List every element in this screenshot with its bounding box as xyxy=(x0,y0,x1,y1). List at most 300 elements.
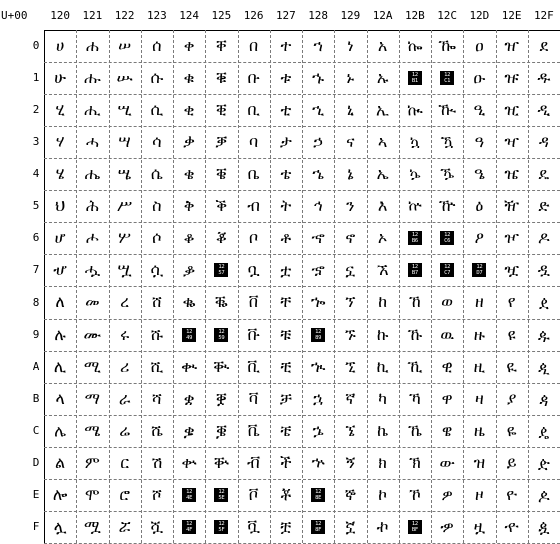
glyph-cell xyxy=(367,94,399,126)
glyph-cell xyxy=(399,415,431,447)
glyph: ዷ xyxy=(537,260,550,280)
glyph-cell xyxy=(173,222,205,254)
glyph: ዒ xyxy=(473,100,486,120)
glyph-cell xyxy=(109,415,141,447)
glyph-cell xyxy=(399,383,431,415)
glyph-cell xyxy=(44,351,76,383)
glyph: ኲ xyxy=(406,100,423,120)
glyph: ሖ xyxy=(86,228,99,248)
glyph: ዦ xyxy=(504,228,519,248)
missing-glyph-box: 12 BF xyxy=(408,520,422,534)
glyph: ቲ xyxy=(280,100,292,120)
column-header: 12F xyxy=(533,9,554,22)
row-header: E xyxy=(32,487,40,501)
glyph-cell xyxy=(141,254,173,286)
unassigned-codepoint-cell xyxy=(399,222,431,254)
glyph: ቆ xyxy=(183,228,195,248)
glyph-cell xyxy=(173,447,205,479)
glyph: ሪ xyxy=(119,356,130,376)
glyph: ቐ xyxy=(215,36,227,56)
glyph: ቪ xyxy=(247,356,261,376)
glyph: ሀ xyxy=(55,36,65,56)
glyph: ሻ xyxy=(151,388,162,408)
glyph-cell xyxy=(334,190,366,222)
glyph-cell xyxy=(44,319,76,351)
row-header: 5 xyxy=(32,199,40,213)
glyph-cell xyxy=(205,158,237,190)
column-header: 12D xyxy=(469,9,490,22)
glyph: ሬ xyxy=(119,420,131,440)
glyph-cell xyxy=(141,158,173,190)
column-header: 129 xyxy=(340,9,361,22)
glyph-cell xyxy=(334,158,366,190)
glyph-cell xyxy=(334,94,366,126)
glyph: ኞ xyxy=(344,484,356,504)
glyph: ኵ xyxy=(407,196,422,216)
glyph-cell xyxy=(109,222,141,254)
row-header: F xyxy=(32,519,40,533)
glyph-cell xyxy=(205,286,237,318)
glyph: ቁ xyxy=(183,68,195,88)
unassigned-codepoint-cell xyxy=(205,319,237,351)
glyph-cell xyxy=(44,158,76,190)
glyph-cell xyxy=(173,254,205,286)
glyph: ቾ xyxy=(280,484,292,504)
glyph: ቹ xyxy=(280,324,292,344)
codepoint-prefix-label: U+00 xyxy=(1,9,28,22)
glyph-cell xyxy=(496,190,528,222)
glyph-cell xyxy=(431,415,463,447)
glyph-cell xyxy=(302,447,334,479)
glyph-cell xyxy=(334,254,366,286)
glyph-cell xyxy=(109,383,141,415)
glyph: ሷ xyxy=(150,260,164,280)
glyph-cell xyxy=(399,94,431,126)
glyph-cell xyxy=(431,94,463,126)
glyph-cell xyxy=(238,447,270,479)
glyph-cell xyxy=(496,126,528,158)
glyph: ሣ xyxy=(118,132,131,152)
glyph-cell xyxy=(205,62,237,94)
missing-glyph-box: 12 4E xyxy=(182,488,196,502)
glyph: ባ xyxy=(249,132,259,152)
glyph-cell xyxy=(141,415,173,447)
glyph: ዝ xyxy=(473,452,486,472)
glyph: ዜ xyxy=(473,420,485,440)
glyph: ክ xyxy=(378,452,387,472)
glyph-cell xyxy=(302,158,334,190)
glyph: ቖ xyxy=(215,228,227,248)
glyph: ላ xyxy=(55,388,65,408)
glyph: ኔ xyxy=(347,164,354,184)
glyph-cell xyxy=(399,351,431,383)
glyph-cell xyxy=(238,319,270,351)
glyph-cell xyxy=(463,158,495,190)
glyph: ቦ xyxy=(249,228,259,248)
glyph: ያ xyxy=(506,388,517,408)
missing-glyph-box: 12 8F xyxy=(311,520,325,534)
glyph: ብ xyxy=(247,196,260,216)
glyph-cell xyxy=(238,62,270,94)
glyph-cell xyxy=(431,319,463,351)
glyph-cell xyxy=(431,351,463,383)
glyph: ዠ xyxy=(504,36,519,56)
glyph-cell xyxy=(431,383,463,415)
glyph-cell xyxy=(334,415,366,447)
glyph-cell xyxy=(431,511,463,543)
unassigned-codepoint-cell xyxy=(302,479,334,511)
glyph-cell xyxy=(141,190,173,222)
glyph: ይ xyxy=(506,452,517,472)
glyph: ኮ xyxy=(378,484,388,504)
glyph: ሒ xyxy=(84,100,101,120)
glyph: ሯ xyxy=(118,516,131,536)
glyph: ኦ xyxy=(377,228,388,248)
glyph: ኁ xyxy=(312,68,325,88)
glyph: ሲ xyxy=(150,100,164,120)
glyph: ቄ xyxy=(183,164,195,184)
glyph: ኈ xyxy=(310,292,326,312)
glyph: ሌ xyxy=(54,420,67,440)
glyph-cell xyxy=(431,286,463,318)
glyph: ዹ xyxy=(537,324,550,344)
glyph-cell xyxy=(238,158,270,190)
glyph: ው xyxy=(439,452,455,472)
glyph: ሶ xyxy=(152,228,162,248)
glyph-cell xyxy=(76,222,108,254)
glyph-cell xyxy=(496,158,528,190)
glyph: ሴ xyxy=(150,164,163,184)
glyph: ሓ xyxy=(85,132,99,152)
glyph-cell xyxy=(334,351,366,383)
glyph-cell xyxy=(44,511,76,543)
glyph: ሩ xyxy=(120,324,130,344)
unassigned-codepoint-cell xyxy=(431,62,463,94)
glyph: ዬ xyxy=(506,420,517,440)
glyph: ሦ xyxy=(118,228,131,248)
glyph: ኛ xyxy=(345,388,356,408)
glyph-cell xyxy=(399,190,431,222)
glyph: ቘ xyxy=(214,292,228,312)
glyph: ታ xyxy=(279,132,292,152)
glyph: ቀ xyxy=(183,36,195,56)
glyph: ዌ xyxy=(441,420,453,440)
glyph-cell xyxy=(173,190,205,222)
glyph-cell xyxy=(334,319,366,351)
missing-glyph-box: 12 57 xyxy=(214,263,228,277)
column-header: 12E xyxy=(501,9,522,22)
glyph-cell xyxy=(528,319,560,351)
glyph: ለ xyxy=(55,292,65,312)
glyph-cell xyxy=(76,190,108,222)
missing-glyph-box: 12 B1 xyxy=(408,71,422,85)
glyph-cell xyxy=(141,319,173,351)
glyph: ን xyxy=(346,196,355,216)
glyph-cell xyxy=(528,479,560,511)
glyph: ቋ xyxy=(183,388,195,408)
glyph-cell xyxy=(44,222,76,254)
glyph-cell xyxy=(431,190,463,222)
glyph: ኙ xyxy=(344,324,356,344)
glyph: ዓ xyxy=(474,132,485,152)
glyph: ስ xyxy=(152,196,162,216)
glyph-cell xyxy=(528,222,560,254)
glyph: ሞ xyxy=(85,484,100,504)
glyph: ሊ xyxy=(53,356,67,376)
glyph-cell xyxy=(463,447,495,479)
glyph: ኪ xyxy=(376,356,389,376)
glyph: ዲ xyxy=(537,100,551,120)
glyph-cell xyxy=(173,30,205,62)
glyph: ኋ xyxy=(313,388,324,408)
glyph: ኤ xyxy=(376,164,389,184)
glyph: ኇ xyxy=(311,260,325,280)
glyph: ዢ xyxy=(504,100,519,120)
glyph: ኳ xyxy=(409,132,421,152)
glyph-cell xyxy=(238,286,270,318)
glyph: ዎ xyxy=(441,484,453,504)
glyph: አ xyxy=(377,36,388,56)
glyph-cell xyxy=(334,62,366,94)
glyph: ኄ xyxy=(312,164,324,184)
glyph: ሰ xyxy=(152,36,162,56)
unassigned-codepoint-cell xyxy=(463,254,495,286)
glyph: ቃ xyxy=(183,132,195,152)
glyph-cell xyxy=(270,351,302,383)
glyph-cell xyxy=(302,62,334,94)
glyph-cell xyxy=(496,286,528,318)
glyph: ኆ xyxy=(311,228,325,248)
glyph-cell xyxy=(367,126,399,158)
glyph-cell xyxy=(334,30,366,62)
glyph-cell xyxy=(399,158,431,190)
row-header: 1 xyxy=(32,71,40,85)
glyph-cell xyxy=(463,351,495,383)
row-header: 2 xyxy=(32,103,40,117)
glyph: ቑ xyxy=(215,68,227,88)
glyph-cell xyxy=(76,254,108,286)
glyph: ኼ xyxy=(407,420,422,440)
glyph: ሕ xyxy=(85,196,99,216)
glyph-cell xyxy=(496,447,528,479)
glyph-cell xyxy=(270,126,302,158)
glyph-cell xyxy=(109,94,141,126)
glyph: ሄ xyxy=(55,164,65,184)
glyph: ቊ xyxy=(181,356,198,376)
glyph: ቕ xyxy=(215,196,228,216)
glyph-cell xyxy=(238,351,270,383)
glyph: ሇ xyxy=(53,260,67,280)
glyph: ኀ xyxy=(313,36,323,56)
column-header: 126 xyxy=(243,9,264,22)
glyph-cell xyxy=(109,254,141,286)
glyph-cell xyxy=(141,447,173,479)
glyph: እ xyxy=(377,196,388,216)
glyph: ኖ xyxy=(345,228,356,248)
glyph: ሧ xyxy=(117,260,132,280)
glyph: ሉ xyxy=(54,324,66,344)
glyph: ቬ xyxy=(247,420,260,440)
glyph: ቱ xyxy=(280,68,292,88)
glyph: ካ xyxy=(378,388,387,408)
glyph: ሳ xyxy=(152,132,162,152)
glyph: ኢ xyxy=(376,100,390,120)
glyph: ሽ xyxy=(151,452,163,472)
glyph: ዺ xyxy=(538,356,550,376)
unassigned-codepoint-cell xyxy=(205,511,237,543)
glyph-cell xyxy=(528,254,560,286)
glyph: ኟ xyxy=(345,516,356,536)
glyph: ቛ xyxy=(215,388,227,408)
glyph-cell xyxy=(463,415,495,447)
column-header: 124 xyxy=(179,9,200,22)
glyph-cell xyxy=(334,383,366,415)
glyph-cell xyxy=(496,383,528,415)
glyph-cell xyxy=(367,254,399,286)
glyph: ዉ xyxy=(440,324,455,344)
glyph-cell xyxy=(399,447,431,479)
glyph-cell xyxy=(44,254,76,286)
glyph: ኒ xyxy=(346,100,354,120)
glyph: ሺ xyxy=(150,356,164,376)
glyph: ቤ xyxy=(247,164,260,184)
glyph-cell xyxy=(367,351,399,383)
glyph-cell xyxy=(173,286,205,318)
glyph-cell xyxy=(367,286,399,318)
glyph: ሼ xyxy=(150,420,163,440)
glyph-cell xyxy=(367,319,399,351)
glyph-cell xyxy=(367,30,399,62)
glyph: ዄ xyxy=(440,164,455,184)
glyph-cell xyxy=(270,94,302,126)
glyph: ሙ xyxy=(83,324,102,344)
glyph: ዥ xyxy=(504,196,520,216)
glyph-cell xyxy=(141,351,173,383)
glyph: ቩ xyxy=(247,324,260,344)
glyph-cell xyxy=(528,447,560,479)
glyph-cell xyxy=(141,383,173,415)
glyph-cell xyxy=(302,351,334,383)
glyph-cell xyxy=(205,126,237,158)
glyph: ኹ xyxy=(407,324,423,344)
glyph-cell xyxy=(367,158,399,190)
glyph: ኝ xyxy=(345,452,356,472)
glyph: ዼ xyxy=(538,420,550,440)
glyph: ኰ xyxy=(407,36,423,56)
glyph: ዙ xyxy=(473,324,485,344)
glyph-cell xyxy=(463,479,495,511)
glyph-cell xyxy=(399,30,431,62)
glyph-cell xyxy=(463,511,495,543)
glyph-cell xyxy=(334,286,366,318)
glyph-cell xyxy=(367,222,399,254)
glyph-cell xyxy=(109,286,141,318)
row-header: 9 xyxy=(32,327,40,341)
row-header: C xyxy=(32,423,40,437)
glyph: ሏ xyxy=(53,516,67,536)
glyph: መ xyxy=(85,292,100,312)
glyph: ሃ xyxy=(55,132,65,152)
glyph: ዤ xyxy=(504,164,519,184)
glyph-cell xyxy=(334,126,366,158)
glyph-cell xyxy=(270,158,302,190)
glyph: ሡ xyxy=(116,68,133,88)
glyph-cell xyxy=(334,479,366,511)
glyph-cell xyxy=(334,447,366,479)
glyph-cell xyxy=(205,190,237,222)
glyph-cell xyxy=(205,222,237,254)
glyph: ዩ xyxy=(507,324,516,344)
glyph: ዛ xyxy=(475,388,484,408)
row-header: A xyxy=(32,359,40,373)
glyph: በ xyxy=(249,36,259,56)
glyph-cell xyxy=(270,383,302,415)
glyph: ሆ xyxy=(54,228,66,248)
glyph-cell xyxy=(141,286,173,318)
glyph-cell xyxy=(463,222,495,254)
glyph-cell xyxy=(205,94,237,126)
glyph-cell xyxy=(302,415,334,447)
glyph: ቭ xyxy=(246,452,261,472)
unassigned-codepoint-cell xyxy=(205,254,237,286)
glyph-cell xyxy=(238,383,270,415)
glyph-cell xyxy=(141,126,173,158)
glyph: ቌ xyxy=(183,420,195,440)
glyph: ሐ xyxy=(85,36,99,56)
glyph-cell xyxy=(528,62,560,94)
glyph: ዾ xyxy=(538,484,550,504)
glyph: ዟ xyxy=(473,516,486,536)
glyph-cell xyxy=(463,30,495,62)
glyph: ሁ xyxy=(54,68,67,88)
glyph-cell xyxy=(270,62,302,94)
glyph: ል xyxy=(55,452,66,472)
glyph-cell xyxy=(44,286,76,318)
glyph: ኬ xyxy=(377,420,389,440)
glyph: ዏ xyxy=(440,516,454,536)
row-header: 7 xyxy=(32,263,40,277)
glyph-cell xyxy=(238,222,270,254)
glyph: ቯ xyxy=(247,516,260,536)
glyph-cell xyxy=(76,286,108,318)
glyph-cell xyxy=(431,30,463,62)
glyph-cell xyxy=(109,447,141,479)
glyph: ኾ xyxy=(409,484,421,504)
glyph: ማ xyxy=(84,388,101,408)
glyph: ዶ xyxy=(538,228,550,248)
glyph: ዯ xyxy=(504,516,519,536)
glyph-cell xyxy=(109,479,141,511)
glyph-cell xyxy=(496,62,528,94)
glyph: ኣ xyxy=(377,132,388,152)
glyph: ድ xyxy=(538,196,550,216)
glyph-cell xyxy=(44,94,76,126)
glyph: ቓ xyxy=(215,132,228,152)
column-header: 12A xyxy=(372,9,393,22)
glyph: ራ xyxy=(118,388,131,408)
glyph: ቴ xyxy=(280,164,292,184)
glyph-cell xyxy=(302,190,334,222)
glyph-cell xyxy=(238,479,270,511)
glyph: ዣ xyxy=(504,132,519,152)
unassigned-codepoint-cell xyxy=(173,479,205,511)
glyph: ኧ xyxy=(376,260,389,280)
missing-glyph-box: 12 8E xyxy=(311,488,325,502)
glyph: ሟ xyxy=(83,516,101,536)
glyph-cell xyxy=(109,190,141,222)
glyph-cell xyxy=(463,126,495,158)
missing-glyph-box: 12 4F xyxy=(182,520,196,534)
